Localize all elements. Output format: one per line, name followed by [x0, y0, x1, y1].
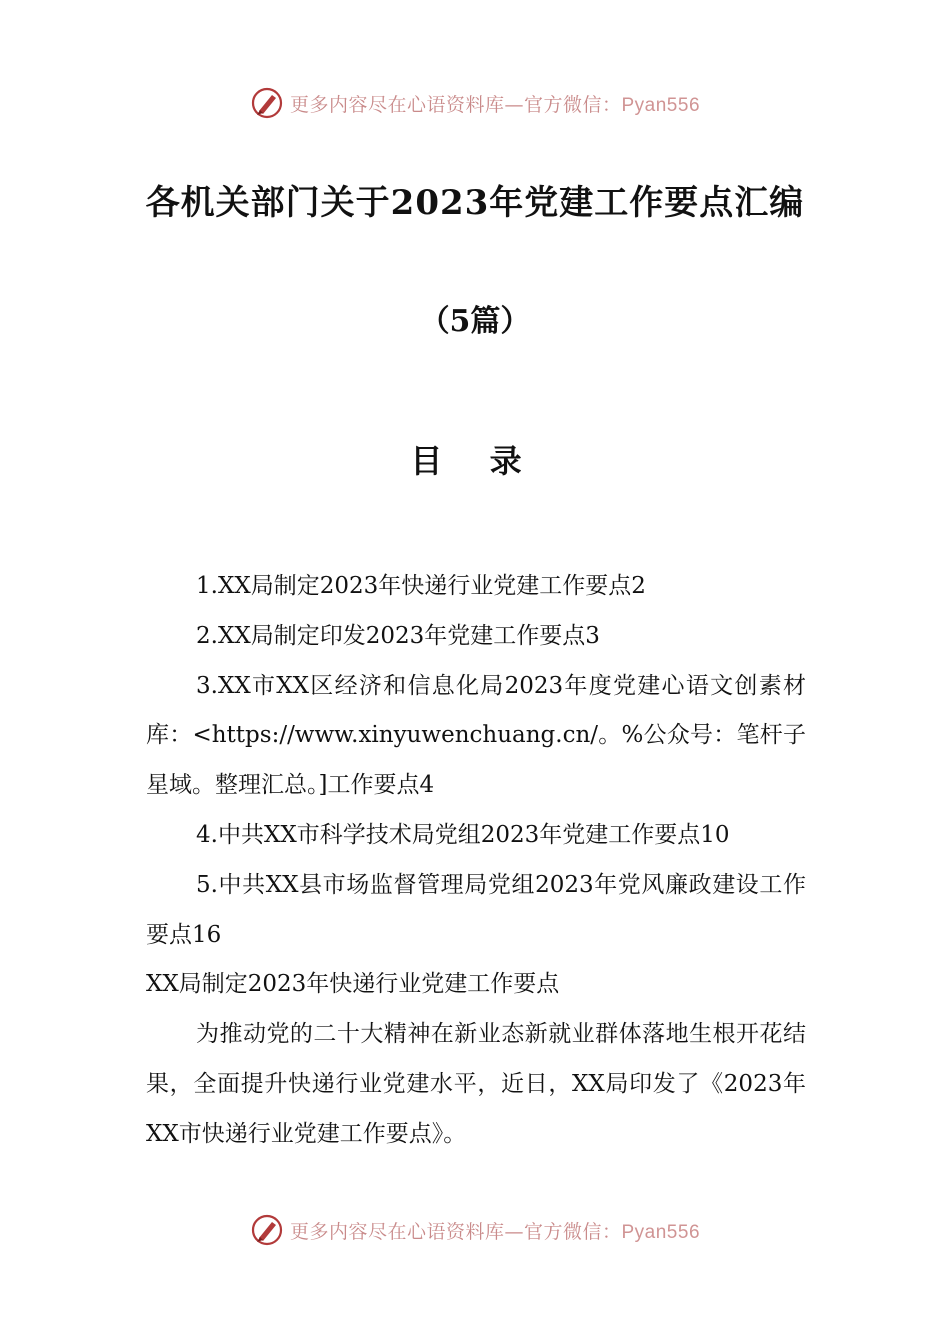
toc-item-4: 4.中共XX市科学技术局党组2023年党建工作要点10: [196, 821, 730, 848]
body-paragraph: 为推动党的二十大精神在新业态新就业群体落地生根开花结果，全面提升快递行业党建水平，近日，XX局印发了《2023年XX市快递行业党建工作要点》。: [146, 1021, 806, 1147]
watermark-banner-top: [0, 83, 950, 123]
section-heading: XX局制定2023年快递行业党建工作要点: [146, 971, 560, 998]
toc-item-1: 1.XX局制定2023年快递行业党建工作要点2: [196, 573, 646, 599]
document-title: 各机关部门关于2023年党建工作要点汇编: [145, 183, 805, 223]
pen-logo-icon: [250, 1213, 284, 1247]
document-subtitle: （5篇）: [419, 304, 531, 339]
watermark-text: 更多内容尽在心语资料库—官方微信：Pyan556: [289, 1220, 701, 1243]
watermark-text: 更多内容尽在心语资料库—官方微信：Pyan556: [289, 93, 701, 116]
toc-item-3: 3.XX市XX区经济和信息化局2023年度党建心语文创素材库：<https://www.xinyuwenchuang.cn/。%公众号：笔杆子星域。整理汇总。]工作要点4: [146, 672, 806, 799]
toc-heading: 目 录: [410, 442, 540, 480]
pen-logo-icon: [250, 86, 284, 120]
document-body: [146, 562, 806, 1160]
watermark-banner-bottom: [0, 1210, 950, 1250]
toc-item-5: 5.中共XX县市场监督管理局党组2023年党风廉政建设工作要点16: [146, 871, 806, 948]
toc-item-2: 2.XX局制定印发2023年党建工作要点3: [196, 622, 600, 649]
